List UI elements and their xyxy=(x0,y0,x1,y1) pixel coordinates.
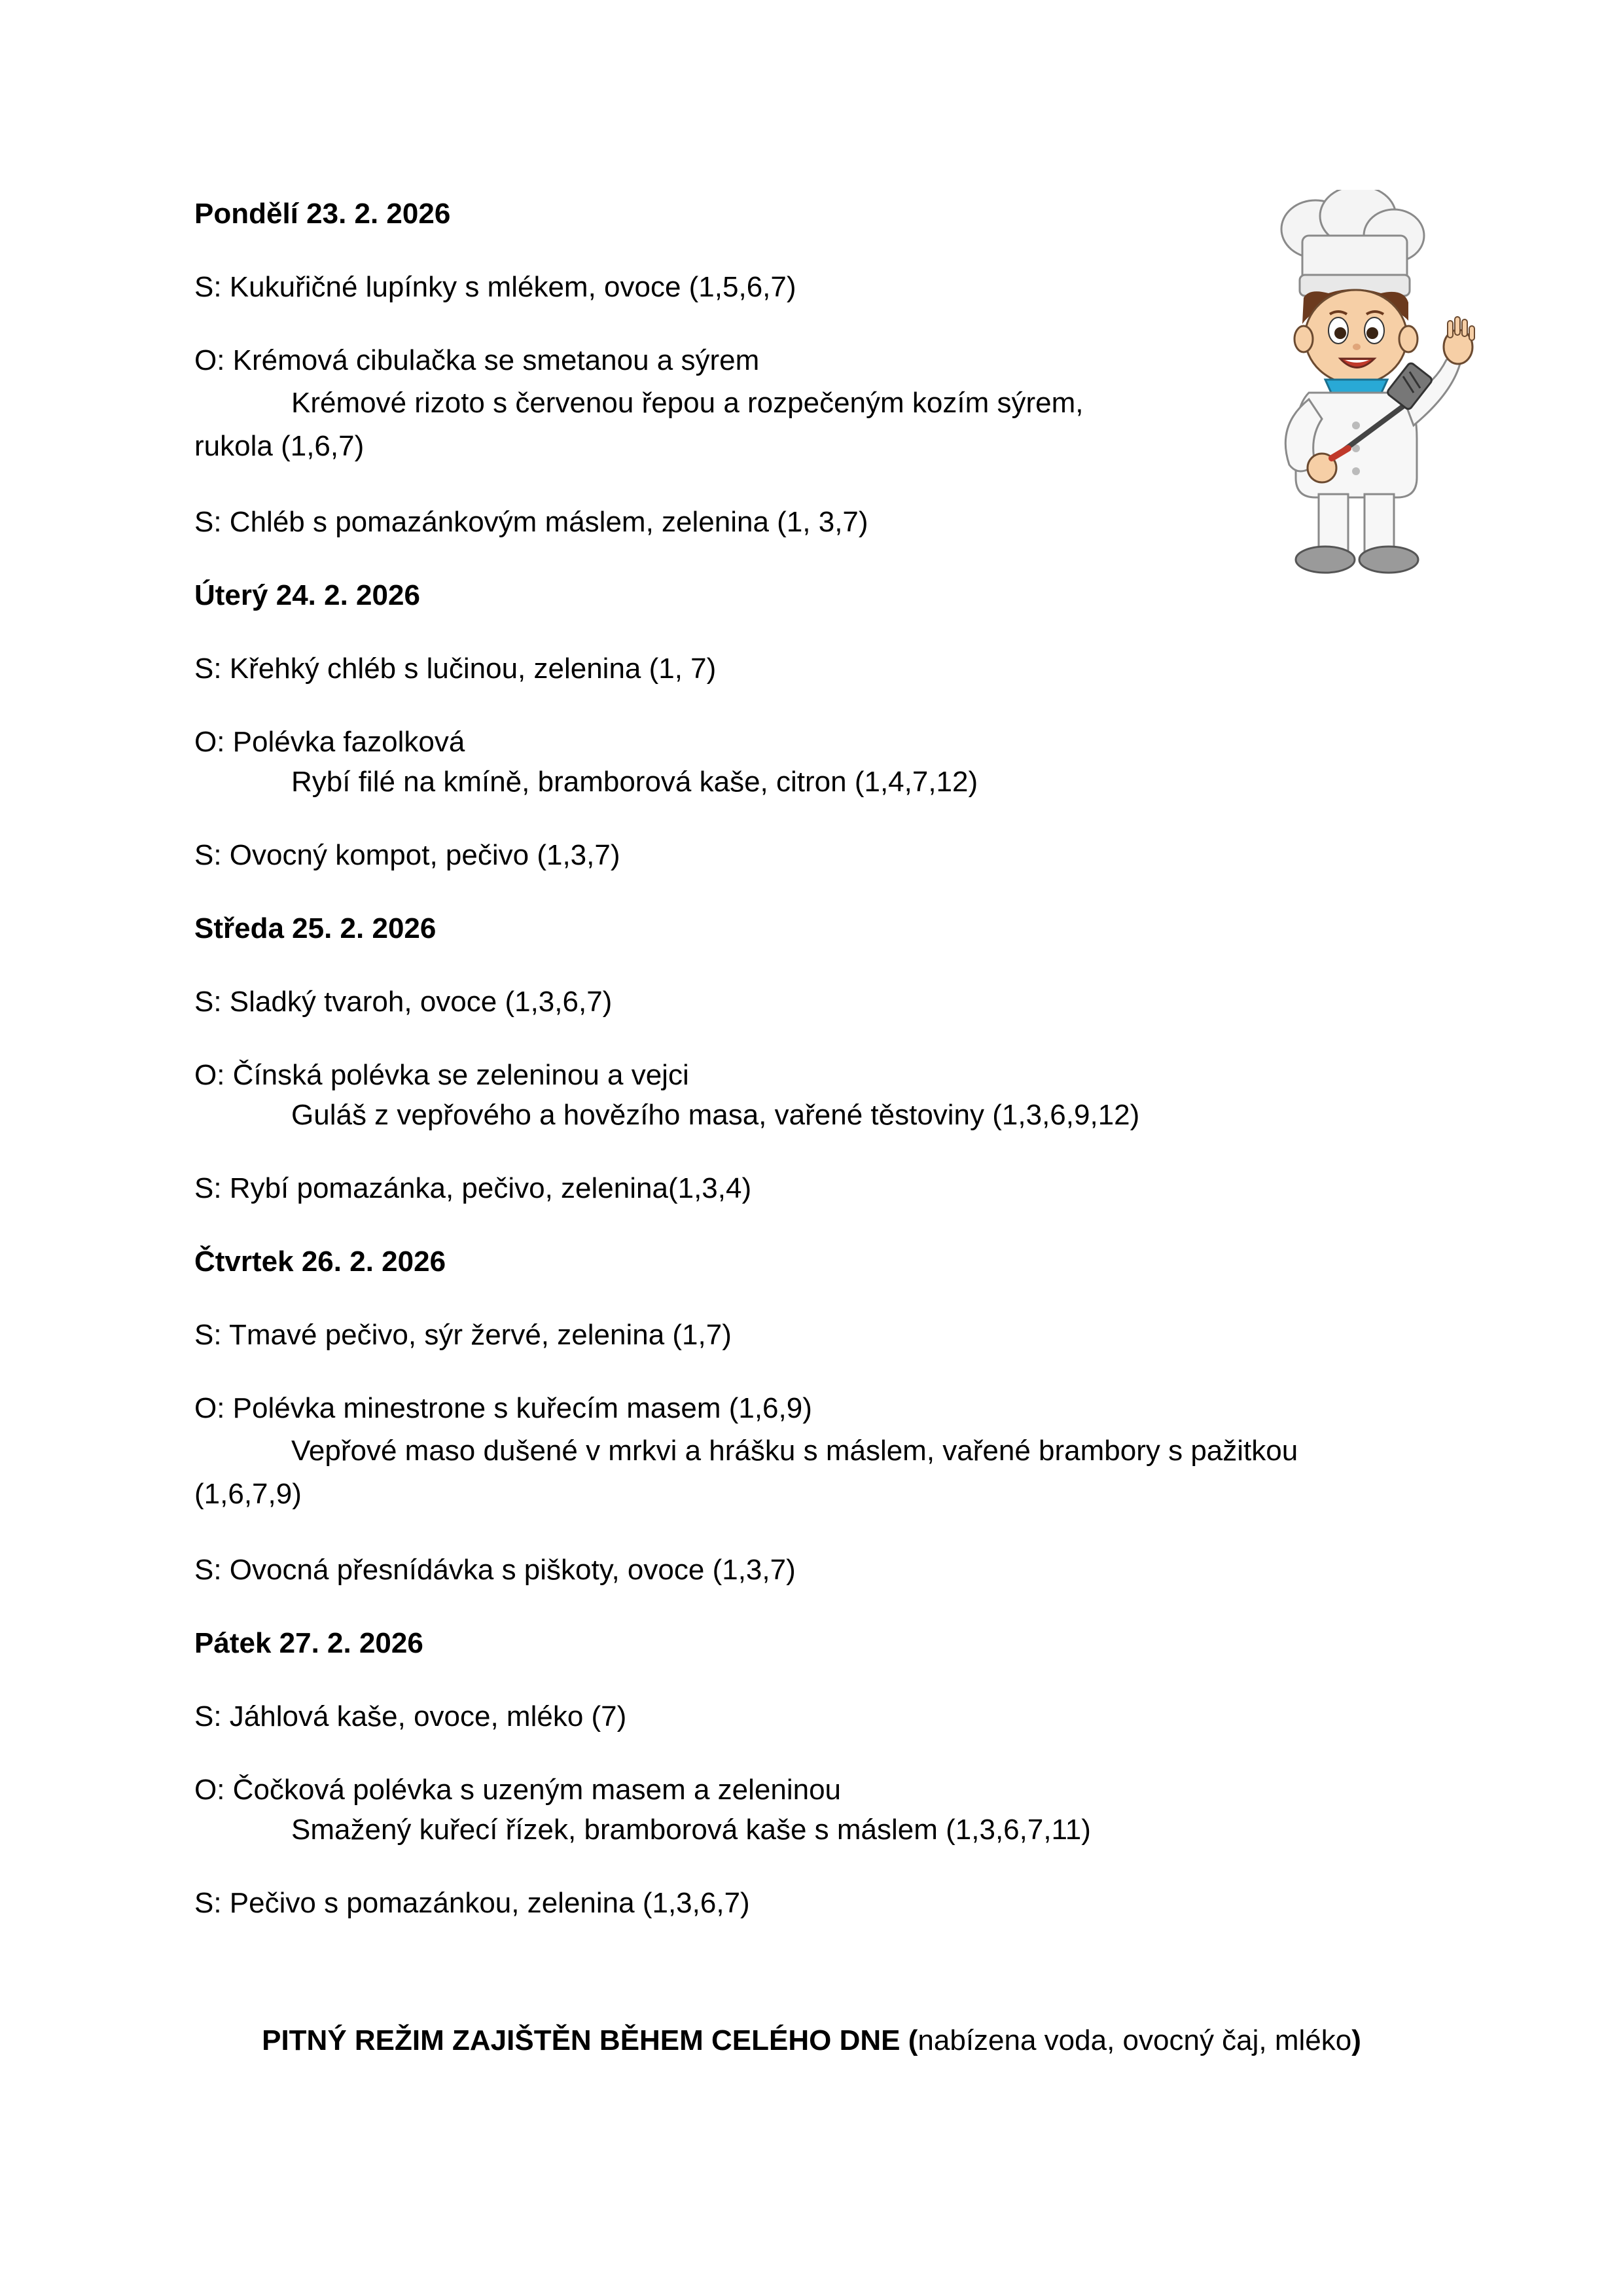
chef-hat-icon xyxy=(1281,190,1424,296)
weekly-menu xyxy=(194,195,1372,1958)
day-thursday xyxy=(194,1243,1372,1589)
lunch-main-course: Guláš z vepřového a hovězího masa, vařené těstoviny (1,3,6,9,12) xyxy=(291,1099,1140,1131)
day-title: Středa 25. 2. 2026 xyxy=(194,912,437,944)
afternoon-snack: S: Ovocná přesnídávka s piškoty, ovoce (1,3,7) xyxy=(194,1554,796,1586)
drinks-offered: nabízena voda, ovocný čaj, mléko xyxy=(918,2024,1352,2056)
close-paren: ) xyxy=(1351,2024,1361,2056)
day-wednesday xyxy=(194,910,1372,1208)
waving-hand-icon xyxy=(1444,317,1474,364)
day-title: Čtvrtek 26. 2. 2026 xyxy=(194,1246,446,1278)
lunch-soup: O: Polévka minestrone s kuřecím masem (1,6,9) xyxy=(194,1392,812,1424)
lunch-soup: O: Čočková polévka s uzeným masem a zeleninou xyxy=(194,1774,842,1806)
lunch xyxy=(194,1056,1372,1134)
drinking-regime-heading: PITNÝ REŽIM ZAJIŠTĚN BĚHEM CELÉHO DNE xyxy=(262,2024,901,2056)
lunch-soup: O: Čínská polévka se zeleninou a vejci xyxy=(194,1059,689,1091)
afternoon-snack: S: Pečivo s pomazánkou, zelenina (1,3,6,7) xyxy=(194,1887,750,1919)
chef-shoes-icon xyxy=(1296,547,1418,573)
day-friday xyxy=(194,1624,1372,1922)
lunch xyxy=(194,1390,1372,1516)
day-title: Pátek 27. 2. 2026 xyxy=(194,1627,423,1659)
day-tuesday xyxy=(194,577,1372,874)
afternoon-snack: S: Rybí pomazánka, pečivo, zelenina(1,3,4) xyxy=(194,1172,752,1204)
morning-snack: S: Křehký chléb s lučinou, zelenina (1, 7) xyxy=(194,653,717,685)
lunch-soup: O: Polévka fazolková xyxy=(194,726,465,758)
lunch xyxy=(194,723,1372,801)
drinking-regime-note xyxy=(0,2022,1623,2060)
afternoon-snack: S: Chléb s pomazánkovým máslem, zelenina (1, 3,7) xyxy=(194,506,868,538)
morning-snack: S: Tmavé pečivo, sýr žervé, zelenina (1,7) xyxy=(194,1319,732,1351)
afternoon-snack: S: Ovocný kompot, pečivo (1,3,7) xyxy=(194,839,620,871)
lunch-main-course: Rybí filé na kmíně, bramborová kaše, citron (1,4,7,12) xyxy=(291,766,978,798)
open-paren: ( xyxy=(908,2024,918,2056)
lunch xyxy=(194,342,1372,468)
morning-snack: S: Jáhlová kaše, ovoce, mléko (7) xyxy=(194,1700,627,1732)
day-monday xyxy=(194,195,1372,541)
lunch xyxy=(194,1771,1372,1849)
lunch-main-course: Smažený kuřecí řízek, bramborová kaše s máslem (1,3,6,7,11) xyxy=(291,1814,1091,1846)
morning-snack: S: Sladký tvaroh, ovoce (1,3,6,7) xyxy=(194,986,613,1018)
lunch-main-course: Vepřové maso dušené v mrkvi a hrášku s máslem, vařené brambory s pažitkou (1,6,7,9) xyxy=(194,1435,1298,1510)
day-title: Pondělí 23. 2. 2026 xyxy=(194,198,451,230)
lunch-main-course: Krémové rizoto s červenou řepou a rozpečeným kozím sýrem, rukola (1,6,7) xyxy=(194,387,1084,462)
morning-snack: S: Kukuřičné lupínky s mlékem, ovoce (1,5,6,7) xyxy=(194,271,796,303)
day-title: Úterý 24. 2. 2026 xyxy=(194,579,420,611)
chef-cartoon-icon xyxy=(1217,190,1492,583)
lunch-soup: O: Krémová cibulačka se smetanou a sýrem xyxy=(194,344,760,376)
